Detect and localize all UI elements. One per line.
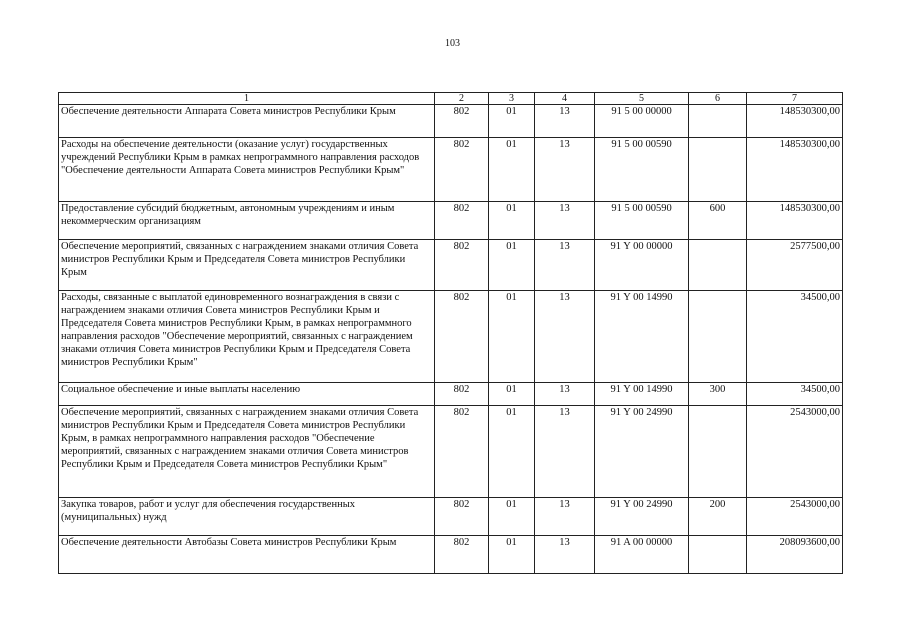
expense-type-cell: [689, 536, 747, 574]
row-name-cell: Расходы на обеспечение деятельности (оказание услуг) государственных учреждений Республики Крым в рамках непрограммного направления расходов "Обеспечение деятельности Аппарата Совета министров Республики Крым": [59, 138, 435, 202]
sum-cell: 2543000,00: [747, 498, 843, 536]
expense-type-cell: 300: [689, 383, 747, 406]
section-cell: 01: [489, 105, 535, 138]
target-article-cell: 91 5 00 00590: [595, 138, 689, 202]
ministry-code-cell: 802: [435, 202, 489, 240]
table-row: [59, 240, 843, 291]
table-row: [59, 536, 843, 574]
section-cell: 01: [489, 383, 535, 406]
row-name-cell: Обеспечение мероприятий, связанных с награждением знаками отличия Совета министров Республики Крым и Председателя Совета министров Республики Крым: [59, 240, 435, 291]
ministry-code-cell: 802: [435, 498, 489, 536]
target-article-cell: 91 5 00 00000: [595, 105, 689, 138]
table-row: [59, 383, 843, 406]
expense-type-cell: 600: [689, 202, 747, 240]
ministry-code-cell: 802: [435, 406, 489, 498]
expense-type-cell: [689, 406, 747, 498]
column-header: 3: [489, 93, 535, 105]
section-cell: 01: [489, 498, 535, 536]
ministry-code-cell: 802: [435, 383, 489, 406]
row-name-cell: Предоставление субсидий бюджетным, автономным учреждениям и иным некоммерческим организациям: [59, 202, 435, 240]
section-cell: 01: [489, 240, 535, 291]
page-number: 103: [445, 38, 460, 49]
table-row: [59, 406, 843, 498]
sum-cell: 208093600,00: [747, 536, 843, 574]
subsection-cell: 13: [535, 202, 595, 240]
sum-cell: 2543000,00: [747, 406, 843, 498]
table-row: [59, 291, 843, 383]
subsection-cell: 13: [535, 536, 595, 574]
target-article-cell: 91 Y 00 14990: [595, 383, 689, 406]
row-name-cell: Обеспечение мероприятий, связанных с награждением знаками отличия Совета министров Республики Крым и Председателя Совета министров Республики Крым, в рамках непрограммного направления расходов "Обеспечение мероприятий, связанных с награждением знаками отличия Совета министров Республики Крым и Председателя Совета министров Республики Крым": [59, 406, 435, 498]
sum-cell: 34500,00: [747, 383, 843, 406]
ministry-code-cell: 802: [435, 291, 489, 383]
subsection-cell: 13: [535, 498, 595, 536]
sum-cell: 34500,00: [747, 291, 843, 383]
row-name-cell: Обеспечение деятельности Автобазы Совета министров Республики Крым: [59, 536, 435, 574]
sum-cell: 2577500,00: [747, 240, 843, 291]
section-cell: 01: [489, 536, 535, 574]
subsection-cell: 13: [535, 240, 595, 291]
table-row: [59, 138, 843, 202]
target-article-cell: 91 Y 00 14990: [595, 291, 689, 383]
row-name-cell: Социальное обеспечение и иные выплаты населению: [59, 383, 435, 406]
sum-cell: 148530300,00: [747, 105, 843, 138]
column-header: 2: [435, 93, 489, 105]
subsection-cell: 13: [535, 138, 595, 202]
column-header: 5: [595, 93, 689, 105]
section-cell: 01: [489, 138, 535, 202]
ministry-code-cell: 802: [435, 536, 489, 574]
section-cell: 01: [489, 406, 535, 498]
column-header: 7: [747, 93, 843, 105]
ministry-code-cell: 802: [435, 138, 489, 202]
row-name-cell: Расходы, связанные с выплатой единовременного вознаграждения в связи с награждением знаками отличия Совета министров Республики Крым и Председателя Совета министров Республики Крым, в рамках непрограммного направления расходов "Обеспечение мероприятий, связанных с награждением знаками отличия Совета министров Республики Крым и Председателя Совета министров Республики Крым": [59, 291, 435, 383]
expense-type-cell: [689, 291, 747, 383]
expense-type-cell: [689, 138, 747, 202]
subsection-cell: 13: [535, 105, 595, 138]
ministry-code-cell: 802: [435, 240, 489, 291]
sum-cell: 148530300,00: [747, 138, 843, 202]
column-header: 6: [689, 93, 747, 105]
row-name-cell: Закупка товаров, работ и услуг для обеспечения государственных (муниципальных) нужд: [59, 498, 435, 536]
table-row: [59, 202, 843, 240]
ministry-code-cell: 802: [435, 105, 489, 138]
column-header: 4: [535, 93, 595, 105]
target-article-cell: 91 Y 00 24990: [595, 406, 689, 498]
sum-cell: 148530300,00: [747, 202, 843, 240]
table-row: [59, 498, 843, 536]
subsection-cell: 13: [535, 383, 595, 406]
row-name-cell: Обеспечение деятельности Аппарата Совета министров Республики Крым: [59, 105, 435, 138]
expense-type-cell: [689, 105, 747, 138]
target-article-cell: 91 5 00 00590: [595, 202, 689, 240]
target-article-cell: 91 A 00 00000: [595, 536, 689, 574]
target-article-cell: 91 Y 00 24990: [595, 498, 689, 536]
budget-table: [58, 92, 843, 574]
expense-type-cell: [689, 240, 747, 291]
column-header: 1: [59, 93, 435, 105]
expense-type-cell: 200: [689, 498, 747, 536]
target-article-cell: 91 Y 00 00000: [595, 240, 689, 291]
table-row: [59, 105, 843, 138]
subsection-cell: 13: [535, 406, 595, 498]
table-header-row: [59, 93, 843, 105]
subsection-cell: 13: [535, 291, 595, 383]
section-cell: 01: [489, 202, 535, 240]
section-cell: 01: [489, 291, 535, 383]
